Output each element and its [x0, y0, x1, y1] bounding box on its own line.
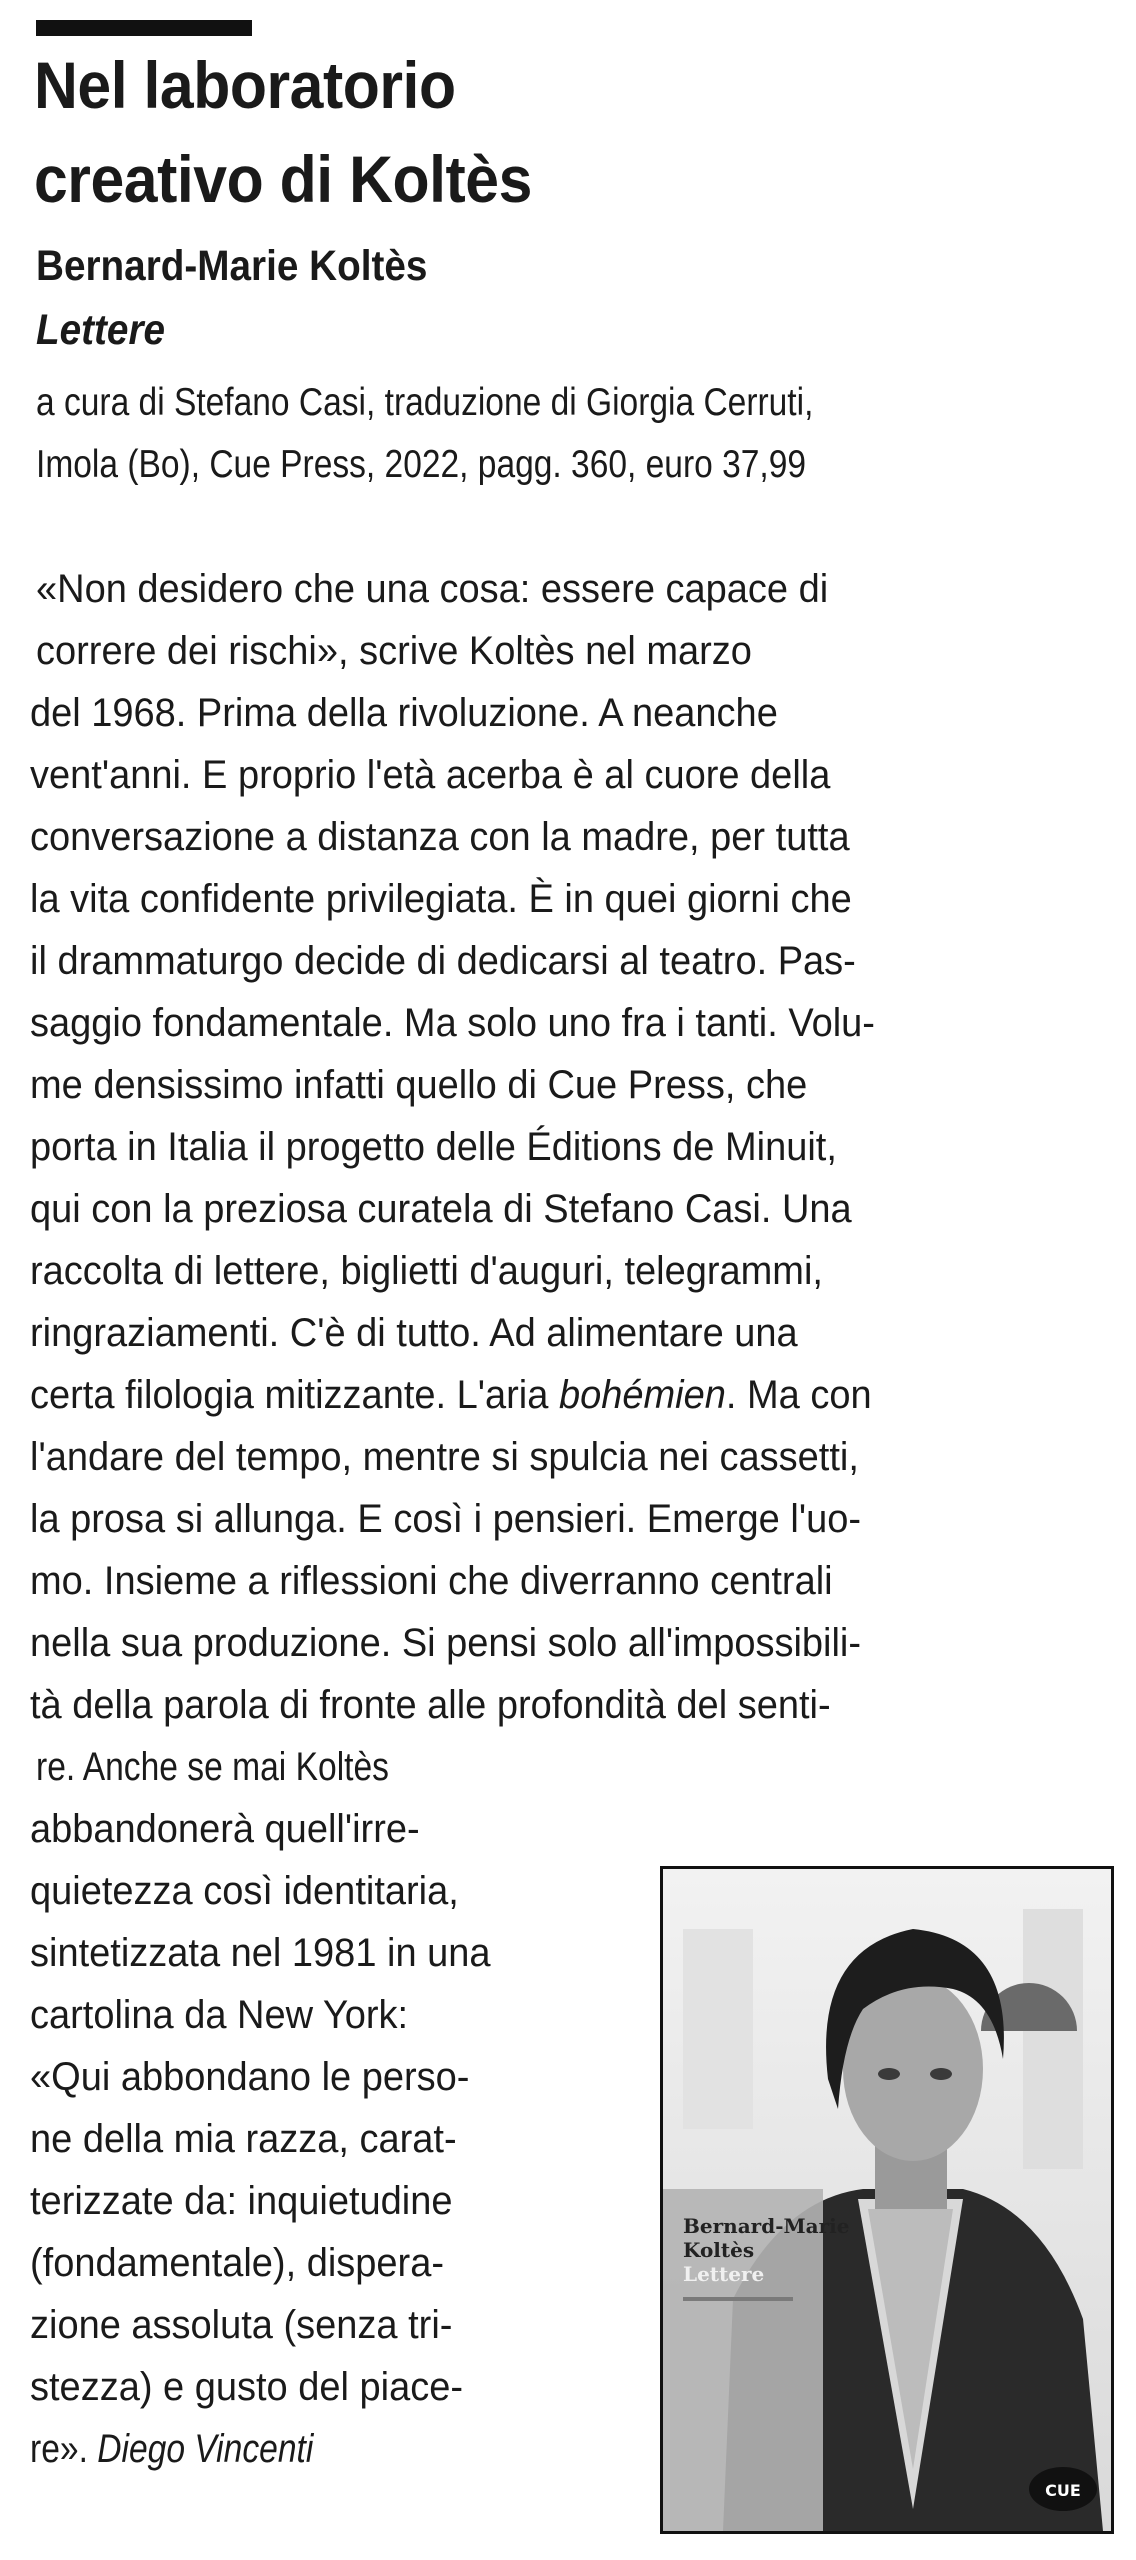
biblio-line-1: a cura di Stefano Casi, traduzione di Giorgia Cerruti,: [36, 381, 814, 424]
body-line: quietezza così identitaria,: [30, 1869, 459, 1913]
biblio-line-2: Imola (Bo), Cue Press, 2022, pagg. 360, euro 37,99: [36, 443, 807, 486]
body-line: l'andare del tempo, mentre si spulcia nei cassetti,: [30, 1435, 859, 1479]
body-line: tà della parola di fronte alle profondità del senti-: [30, 1683, 831, 1727]
body-line: terizzate da: inquietudine: [30, 2179, 453, 2223]
author-signature: Diego Vincenti: [97, 2427, 314, 2471]
body-line: cartolina da New York:: [30, 1993, 409, 2037]
body-line: ringraziamenti. C'è di tutto. Ad alimentare una: [30, 1311, 798, 1355]
body-line: del 1968. Prima della rivoluzione. A neanche: [30, 691, 778, 735]
body-line: mo. Insieme a riflessioni che diverranno centrali: [30, 1559, 833, 1603]
italic-word: bohémien: [558, 1373, 726, 1417]
body-line: «Qui abbondano le perso-: [30, 2055, 470, 2099]
bibliographic-info: [36, 372, 940, 496]
body-line: «Non desidero che una cosa: essere capace di: [36, 567, 829, 611]
body-line: conversazione a distanza con la madre, per tutta: [30, 815, 850, 859]
body-line: la prosa si allunga. E così i pensieri. Emerge l'uo-: [30, 1497, 861, 1541]
body-line-tail: . Ma con: [725, 1373, 872, 1417]
body-line: vent'anni. E proprio l'età acerba è al cuore della: [30, 753, 831, 797]
cover-photo-illustration: [663, 1869, 1111, 2531]
body-line-signature: [30, 2418, 313, 2480]
book-author: Bernard-Marie Koltès: [36, 242, 428, 290]
book-title: Lettere: [36, 306, 166, 354]
body-line: ne della mia razza, carat-: [30, 2117, 457, 2161]
title-line-2: creativo di Koltès: [34, 142, 532, 216]
body-line-text: certa filologia mitizzante. L'aria: [30, 1373, 549, 1417]
body-line: (fondamentale), dispera-: [30, 2241, 444, 2285]
body-line: nella sua produzione. Si pensi solo all'impossibili-: [30, 1621, 862, 1665]
body-line: qui con la preziosa curatela di Stefano Casi. Una: [30, 1187, 852, 1231]
body-line-text: re».: [30, 2427, 88, 2471]
body-line: zione assoluta (senza tri-: [30, 2303, 453, 2347]
cover-author-1: Bernard-Marie: [683, 2214, 850, 2238]
body-line: me densissimo infatti quello di Cue Press, che: [30, 1063, 808, 1107]
body-line: re. Anche se mai Koltès: [36, 1745, 389, 1789]
publisher-logo-text: CUE: [1045, 2481, 1081, 2500]
body-line: sintetizzata nel 1981 in una: [30, 1931, 491, 1975]
body-line-with-italic: [30, 1364, 872, 1426]
body-line: il drammaturgo decide di dedicarsi al teatro. Pas-: [30, 939, 856, 983]
body-line: saggio fondamentale. Ma solo uno fra i tanti. Volu-: [30, 1001, 875, 1045]
section-rule: [36, 20, 252, 36]
body-line: raccolta di lettere, biglietti d'auguri, telegrammi,: [30, 1249, 823, 1293]
cover-author-2: Koltès: [683, 2238, 755, 2262]
book-cover-image: [660, 1866, 1114, 2534]
body-line: stezza) e gusto del piace-: [30, 2365, 464, 2409]
body-line: la vita confidente privilegiata. È in quei giorni che: [30, 877, 852, 921]
body-line: abbandonerà quell'irre-: [30, 1807, 420, 1851]
title-line-1: Nel laboratorio: [34, 48, 456, 122]
cover-title: Lettere: [683, 2262, 765, 2286]
article-title: [34, 48, 1094, 240]
body-line: correre dei rischi», scrive Koltès nel marzo: [36, 629, 752, 673]
body-line: porta in Italia il progetto delle Éditions de Minuit,: [30, 1125, 837, 1169]
